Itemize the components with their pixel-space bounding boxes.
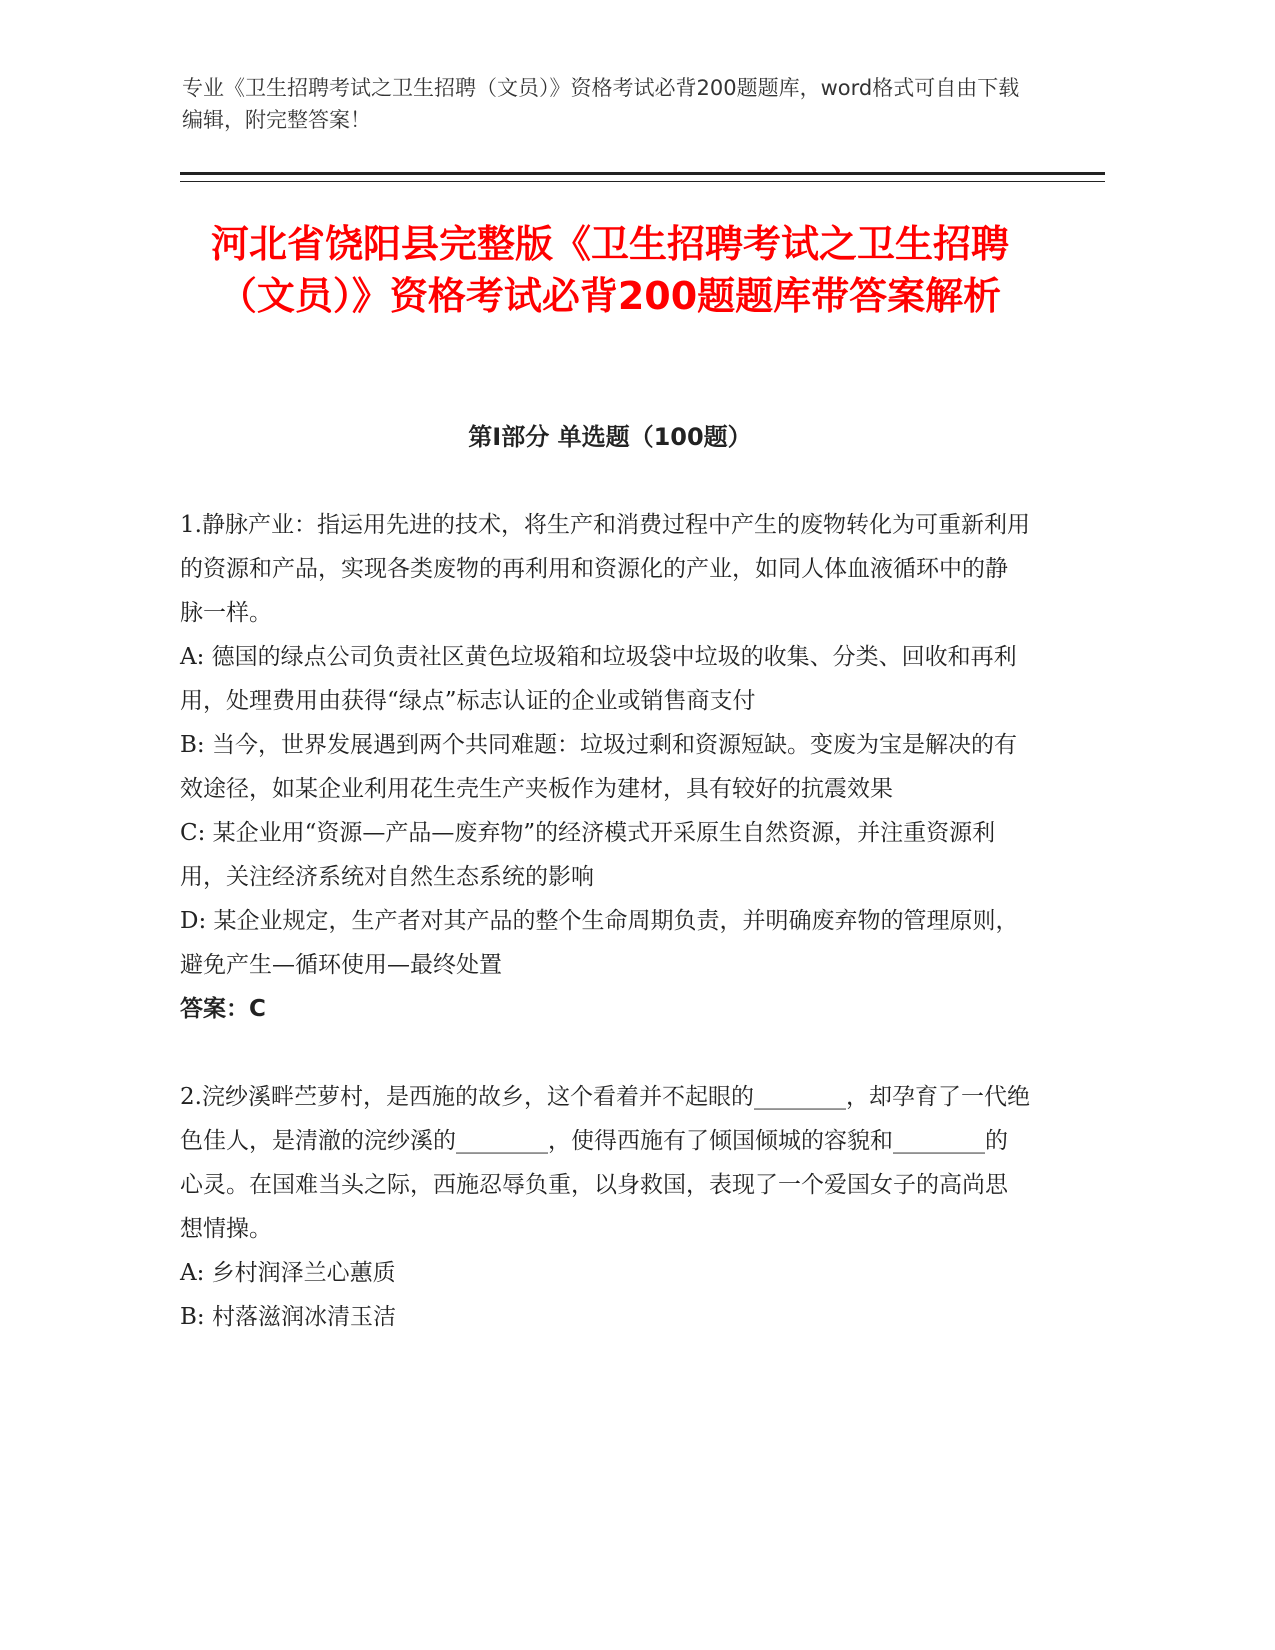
question-2 bbox=[180, 1075, 1030, 1339]
header-rule-thin bbox=[180, 181, 1105, 182]
option-b: B: 当今，世界发展遇到两个共同难题：垃圾过剩和资源短缺。变废为宝是解决的有效途径，如某企业利用花生壳生产夹板作为建材，具有较好的抗震效果 bbox=[180, 732, 1017, 802]
question-list bbox=[180, 503, 1030, 1383]
option-b: B: 村落滋润冰清玉洁 bbox=[180, 1304, 396, 1330]
header-rule-thick bbox=[180, 172, 1105, 175]
header-note: 专业《卫生招聘考试之卫生招聘（文员）》资格考试必背200题题库，word格式可自由下载编辑，附完整答案！ bbox=[182, 76, 1020, 132]
answer: 答案：C bbox=[180, 996, 266, 1022]
option-a: A: 德国的绿点公司负责社区黄色垃圾箱和垃圾袋中垃圾的收集、分类、回收和再利用，处理费用由获得“绿点”标志认证的企业或销售商支付 bbox=[180, 644, 1017, 714]
document-title: 河北省饶阳县完整版《卫生招聘考试之卫生招聘（文员）》资格考试必背200题题库带答案解析 bbox=[210, 222, 1009, 318]
section-heading: 第I部分 单选题（100题） bbox=[468, 423, 752, 451]
option-a: A: 乡村润泽兰心蕙质 bbox=[180, 1260, 396, 1286]
option-d: D: 某企业规定，生产者对其产品的整个生命周期负责，并明确废弃物的管理原则，避免产生—循环使用—最终处置 bbox=[180, 908, 1019, 978]
question-1 bbox=[180, 503, 1030, 1031]
question-stem: 2.浣纱溪畔苎萝村，是西施的故乡，这个看着并不起眼的________，却孕育了一代绝色佳人，是清澈的浣纱溪的________，使得西施有了倾国倾城的容貌和________的心灵。在国难当头之际，西施忍辱负重，以身救国，表现了一个爱国女子的高尚思想情操。 bbox=[180, 1084, 1030, 1242]
option-c: C: 某企业用“资源—产品—废弃物”的经济模式开采原生自然资源，并注重资源利用，关注经济系统对自然生态系统的影响 bbox=[180, 820, 996, 890]
question-stem: 1.静脉产业：指运用先进的技术，将生产和消费过程中产生的废物转化为可重新利用的资源和产品，实现各类废物的再利用和资源化的产业，如同人体血液循环中的静脉一样。 bbox=[180, 512, 1030, 626]
